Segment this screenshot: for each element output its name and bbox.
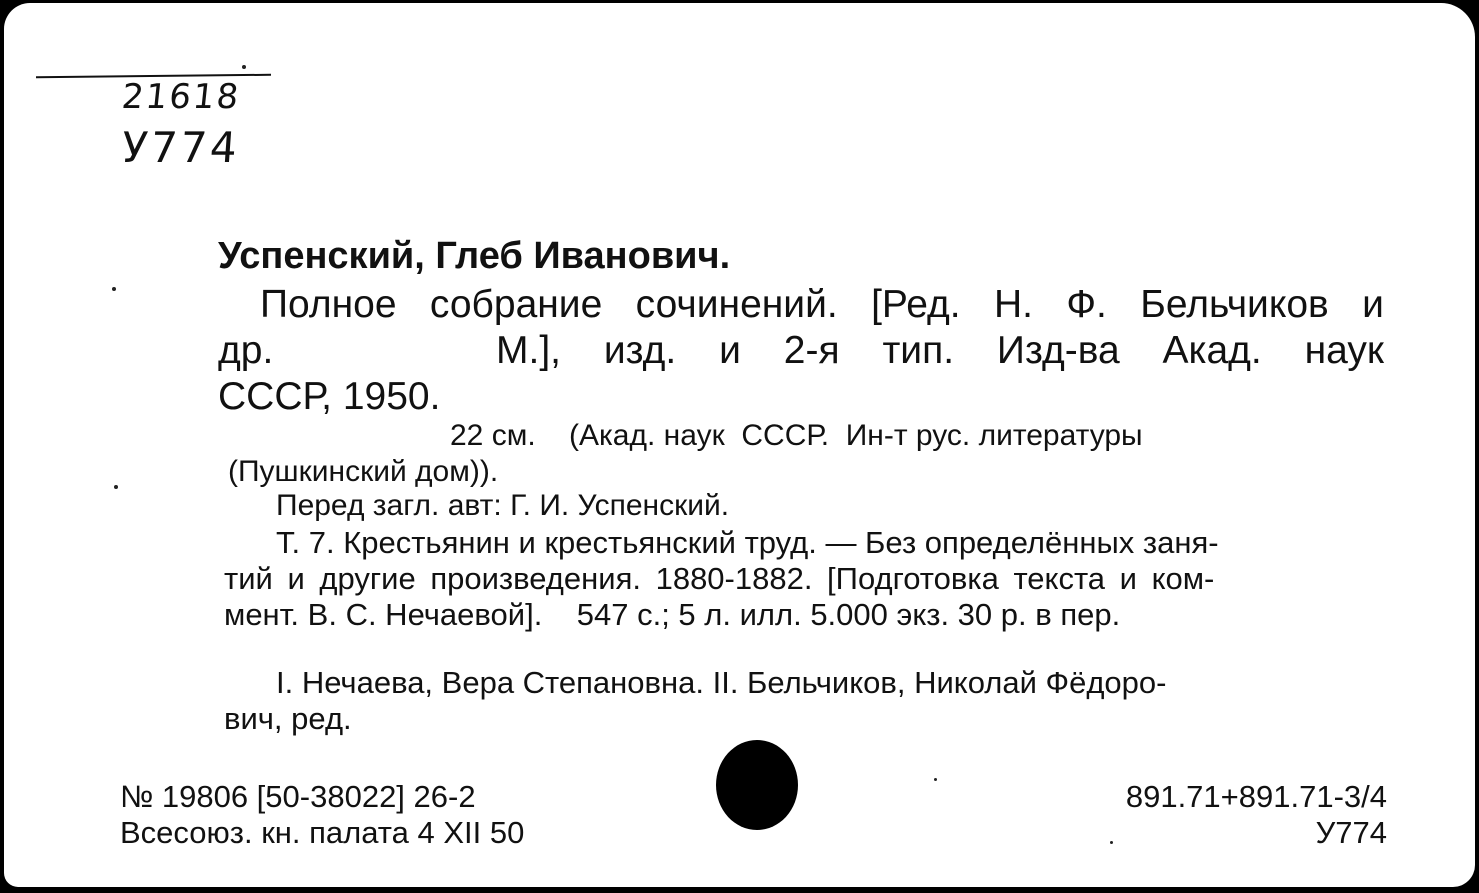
- handwritten-shelf-code: У774: [120, 123, 242, 172]
- title-word: собрание: [429, 283, 603, 326]
- chamber-date: Всесоюз. кн. палата 4 XII 50: [120, 815, 525, 850]
- title-line-3: [218, 375, 440, 419]
- title-word: др.: [218, 329, 274, 372]
- title-word: Ф.: [1066, 283, 1107, 326]
- title-word: М.],: [496, 329, 561, 372]
- catalog-card: [4, 3, 1475, 887]
- contents-line-1: Т. 7. Крестьянин и крестьянский труд. — Без определённых заня-: [276, 525, 1219, 560]
- registration-number: № 19806 [50-38022] 26-2: [120, 779, 476, 814]
- title-word: тип.: [882, 329, 955, 372]
- title-word: 2-я: [783, 329, 840, 372]
- tracings-line-2: вич, ред.: [224, 701, 352, 736]
- title-word: Бельчиков: [1140, 283, 1329, 326]
- title-word: Изд-ва: [996, 329, 1120, 372]
- title-word: Полное: [260, 283, 397, 326]
- punch-hole: [716, 740, 798, 830]
- title-word: наук: [1304, 329, 1384, 372]
- author-heading: Успенский, Глеб Иванович.: [218, 235, 731, 277]
- title-word: 1950.: [342, 375, 441, 418]
- title-word: Акад.: [1162, 329, 1262, 372]
- contents-line-2: тий и другие произведения. 1880-1882. [Подготовка текста и ком-: [224, 561, 1215, 596]
- author-note: Перед загл. авт: Г. И. Успенский.: [276, 489, 730, 522]
- ink-speck: [242, 65, 246, 69]
- classification-code: 891.71+891.71-3/4: [1125, 779, 1387, 814]
- ink-speck: [112, 287, 116, 291]
- ink-speck: [934, 778, 937, 781]
- ink-speck: [1110, 841, 1113, 844]
- title-word: и: [719, 329, 741, 372]
- title-word: [Ред.: [871, 283, 961, 326]
- title-word: СССР,: [218, 375, 332, 418]
- title-word: Н.: [994, 283, 1034, 326]
- handwritten-call-number: 21618: [119, 77, 243, 117]
- tracings-line-1: I. Нечаева, Вера Степановна. II. Бельчиков, Николай Фёдоро-: [276, 665, 1167, 700]
- title-line-1: [260, 283, 1384, 327]
- title-word: сочинений.: [635, 283, 838, 326]
- title-word: изд.: [603, 329, 677, 372]
- shelf-mark: У774: [1315, 815, 1387, 850]
- ink-speck: [114, 485, 118, 489]
- title-word: и: [1362, 283, 1384, 326]
- physical-description-line-1: 22 см. (Акад. наук СССР. Ин-т рус. литературы: [450, 419, 1143, 452]
- physical-description-line-2: (Пушкинский дом)).: [228, 455, 499, 488]
- contents-line-3: мент. В. С. Нечаевой]. 547 с.; 5 л. илл. 5.000 экз. 30 р. в пер.: [224, 597, 1121, 632]
